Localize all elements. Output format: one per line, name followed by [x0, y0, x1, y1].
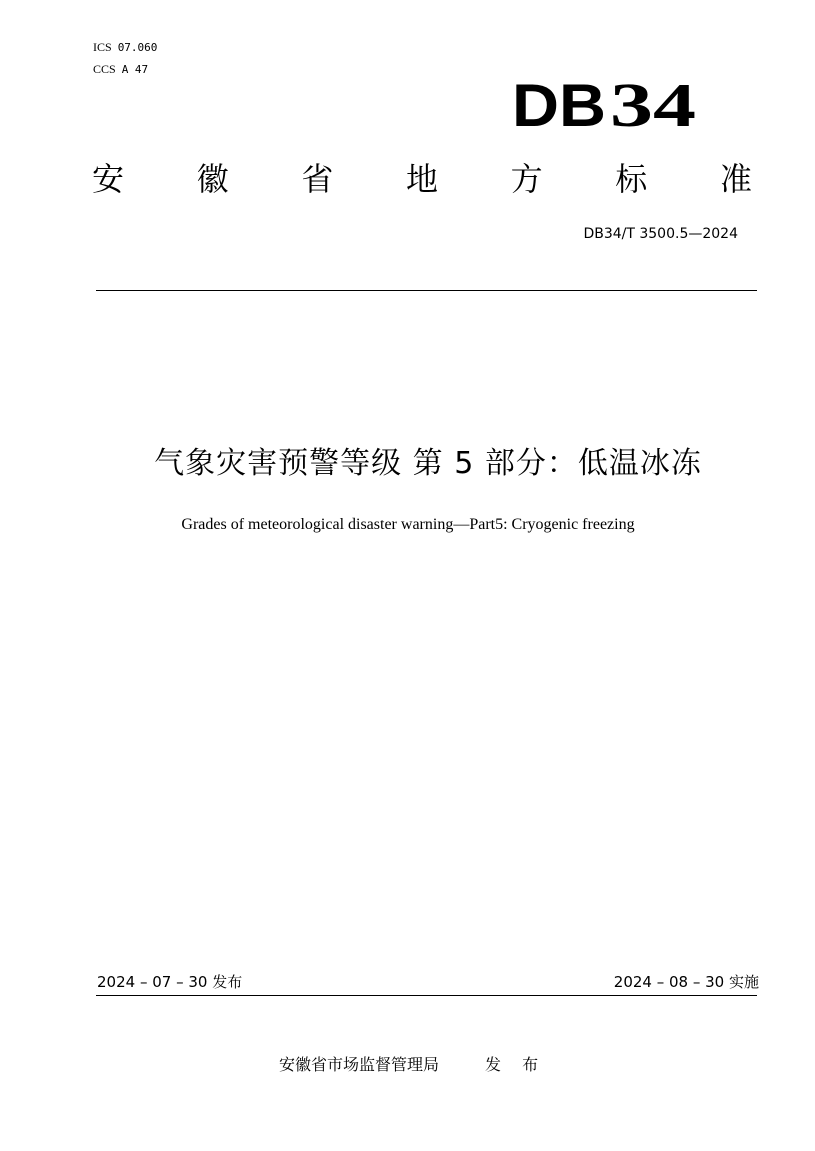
title-char: 安 — [92, 160, 125, 198]
db34-logo — [512, 74, 698, 132]
province-standard-title — [92, 156, 752, 202]
ics-value: 07.060 — [117, 41, 158, 54]
db-number: 34 — [610, 74, 696, 132]
title-char: 准 — [719, 160, 752, 198]
title-char: 方 — [510, 160, 543, 198]
title-char: 省 — [301, 160, 334, 198]
issuer-name: 安徽省市场监督管理局 — [279, 1055, 440, 1074]
issuer-line — [279, 1054, 546, 1076]
document-title-en: Grades of meteorological disaster warning—Part5: Cryogenic freezing — [181, 516, 635, 533]
top-divider — [96, 290, 757, 291]
title-char: 地 — [405, 160, 438, 198]
standard-number: DB34/T 3500.5—2024 — [583, 226, 738, 242]
db-letters: DB — [512, 74, 606, 132]
ccs-label: CCS — [93, 62, 116, 76]
document-title-cn: 气象灾害预警等级 第 5 部分：低温冰冻 — [154, 446, 702, 481]
ics-code — [93, 40, 157, 55]
implement-date: 2024 – 08 – 30 实施 — [613, 973, 759, 991]
publish-date: 2024 – 07 – 30 发布 — [97, 973, 243, 991]
bottom-divider — [96, 995, 757, 996]
title-char: 标 — [615, 160, 648, 198]
issue-action: 发 布 — [485, 1055, 547, 1074]
title-char: 徽 — [196, 160, 229, 198]
ccs-code — [93, 62, 148, 77]
ics-label: ICS — [93, 40, 112, 54]
ccs-value: A 47 — [121, 63, 149, 76]
